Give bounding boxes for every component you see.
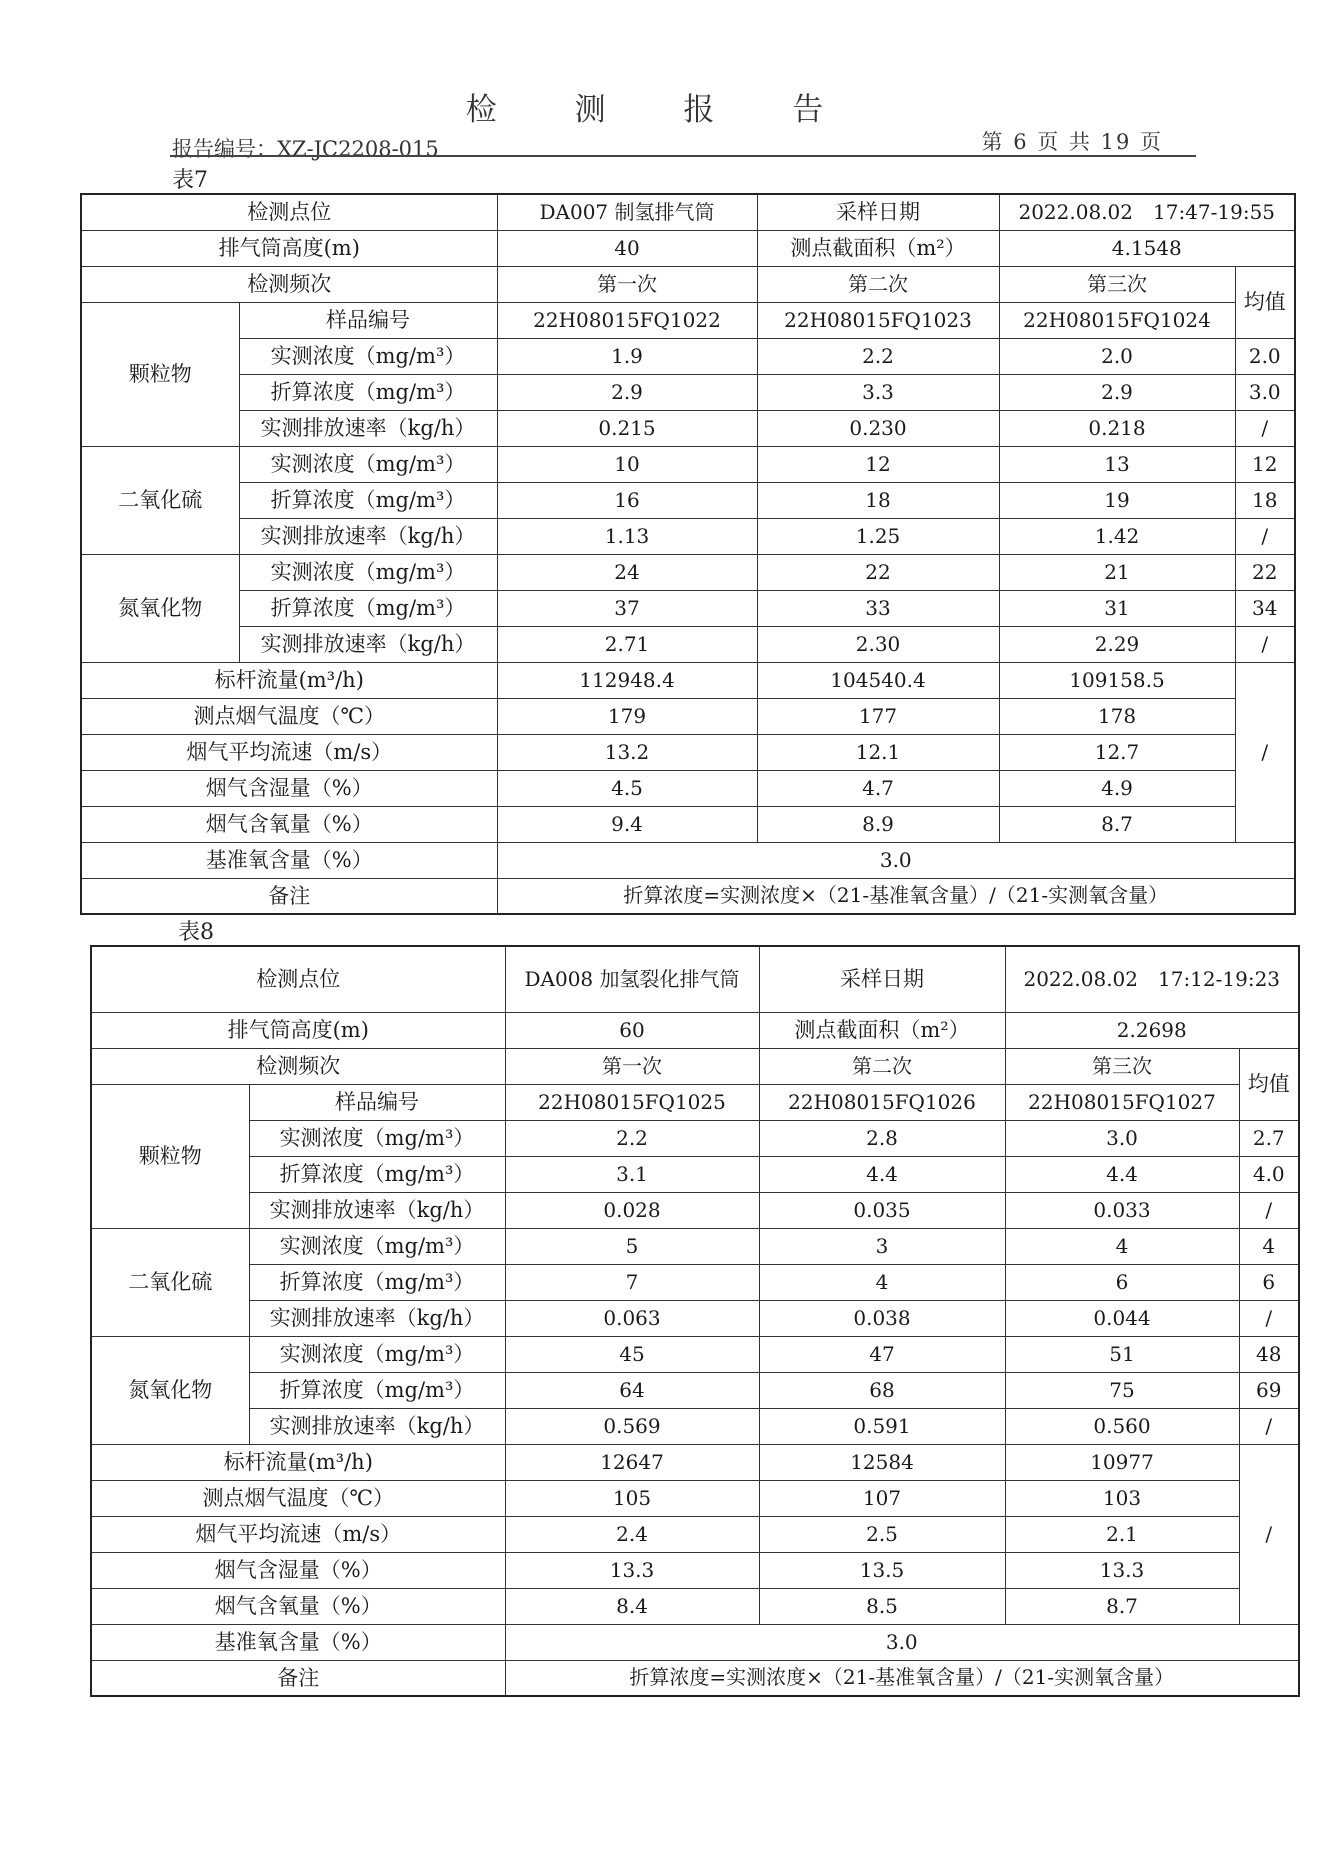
- data-cell: 6: [1239, 1264, 1299, 1300]
- param-label: 烟气平均流速（m/s）: [81, 734, 497, 770]
- data-cell: 4.9: [999, 770, 1235, 806]
- row-label: 折算浓度（mg/m³）: [239, 482, 497, 518]
- param-label: 标杆流量(m³/h): [81, 662, 497, 698]
- header-rule: [170, 155, 1196, 157]
- data-cell: 12: [757, 446, 999, 482]
- sample-date-label: 采样日期: [759, 946, 1005, 1012]
- data-cell: 64: [505, 1372, 759, 1408]
- pollutant-so2: 二氧化硫: [81, 446, 239, 554]
- param-label: 烟气含氧量（%）: [91, 1588, 505, 1624]
- data-cell: 24: [497, 554, 757, 590]
- data-cell: /: [1235, 410, 1295, 446]
- sample-no: 22H08015FQ1024: [999, 302, 1235, 338]
- row-label: 折算浓度（mg/m³）: [249, 1264, 505, 1300]
- report-number: 报告编号：XZ-JC2208-015: [172, 137, 439, 161]
- data-cell: 0.230: [757, 410, 999, 446]
- sample-no-label: 样品编号: [249, 1084, 505, 1120]
- data-cell: 0.033: [1005, 1192, 1239, 1228]
- frequency-second: 第二次: [759, 1048, 1005, 1084]
- data-cell: 33: [757, 590, 999, 626]
- data-cell: 2.2: [505, 1120, 759, 1156]
- data-cell: 9.4: [497, 806, 757, 842]
- data-cell: 2.0: [999, 338, 1235, 374]
- data-cell: 1.9: [497, 338, 757, 374]
- data-cell: 0.035: [759, 1192, 1005, 1228]
- param-label: 烟气平均流速（m/s）: [91, 1516, 505, 1552]
- report-title: 检 测 报 告: [465, 92, 858, 128]
- data-cell: 0.038: [759, 1300, 1005, 1336]
- sample-no: 22H08015FQ1027: [1005, 1084, 1239, 1120]
- table-label: 表8: [178, 920, 214, 945]
- row-label: 折算浓度（mg/m³）: [249, 1372, 505, 1408]
- row-label: 实测浓度（mg/m³）: [239, 446, 497, 482]
- data-cell: 51: [1005, 1336, 1239, 1372]
- frequency-third: 第三次: [1005, 1048, 1239, 1084]
- data-cell: 0.591: [759, 1408, 1005, 1444]
- data-cell: 3.1: [505, 1156, 759, 1192]
- data-cell: 10: [497, 446, 757, 482]
- row-label: 实测浓度（mg/m³）: [239, 338, 497, 374]
- data-cell: 13: [999, 446, 1235, 482]
- data-cell: 3.3: [757, 374, 999, 410]
- data-cell: 1.42: [999, 518, 1235, 554]
- data-cell: 8.5: [759, 1588, 1005, 1624]
- data-cell: 179: [497, 698, 757, 734]
- data-cell: 0.215: [497, 410, 757, 446]
- data-cell: 34: [1235, 590, 1295, 626]
- data-cell: 0.560: [1005, 1408, 1239, 1444]
- data-cell: 2.7: [1239, 1120, 1299, 1156]
- remark-label: 备注: [81, 878, 497, 914]
- data-cell: /: [1239, 1192, 1299, 1228]
- row-label: 实测排放速率（kg/h）: [239, 626, 497, 662]
- data-cell: 6: [1005, 1264, 1239, 1300]
- data-cell: 4: [1005, 1228, 1239, 1264]
- point-value: DA007 制氢排气筒: [497, 194, 757, 230]
- sample-no-label: 样品编号: [239, 302, 497, 338]
- data-cell: 48: [1239, 1336, 1299, 1372]
- average-label: 均值: [1235, 266, 1295, 338]
- data-cell: 22: [757, 554, 999, 590]
- data-cell: 2.29: [999, 626, 1235, 662]
- frequency-third: 第三次: [999, 266, 1235, 302]
- row-label: 实测浓度（mg/m³）: [249, 1336, 505, 1372]
- data-cell: 2.30: [757, 626, 999, 662]
- data-cell: 12: [1235, 446, 1295, 482]
- data-cell: 3.0: [1235, 374, 1295, 410]
- data-cell: 16: [497, 482, 757, 518]
- param-label: 烟气含氧量（%）: [81, 806, 497, 842]
- remark-value: 折算浓度=实测浓度×（21-基准氧含量）/（21-实测氧含量）: [497, 878, 1295, 914]
- sample-date-value: 2022.08.02 17:47-19:55: [999, 194, 1295, 230]
- frequency-label: 检测频次: [81, 266, 497, 302]
- frequency-label: 检测频次: [91, 1048, 505, 1084]
- ref-oxygen-label: 基准氧含量（%）: [91, 1624, 505, 1660]
- data-cell: 109158.5: [999, 662, 1235, 698]
- data-cell: 105: [505, 1480, 759, 1516]
- param-label: 标杆流量(m³/h): [91, 1444, 505, 1480]
- pollutant-nox: 氮氧化物: [81, 554, 239, 662]
- pollutant-pm: 颗粒物: [81, 302, 239, 446]
- data-cell: /: [1239, 1408, 1299, 1444]
- data-cell: 2.5: [759, 1516, 1005, 1552]
- data-cell: 12584: [759, 1444, 1005, 1480]
- data-cell: 4: [1239, 1228, 1299, 1264]
- data-cell: 4.7: [757, 770, 999, 806]
- data-cell: 19: [999, 482, 1235, 518]
- point-label: 检测点位: [91, 946, 505, 1012]
- data-cell: 12.1: [757, 734, 999, 770]
- param-label: 烟气含湿量（%）: [91, 1552, 505, 1588]
- data-cell: 177: [757, 698, 999, 734]
- data-cell: 12.7: [999, 734, 1235, 770]
- data-cell: 4: [759, 1264, 1005, 1300]
- row-label: 折算浓度（mg/m³）: [239, 590, 497, 626]
- data-cell: 13.3: [505, 1552, 759, 1588]
- data-cell: 1.25: [757, 518, 999, 554]
- data-cell: 75: [1005, 1372, 1239, 1408]
- data-cell: 4.4: [759, 1156, 1005, 1192]
- data-cell: 13.3: [1005, 1552, 1239, 1588]
- data-cell: 3.0: [1005, 1120, 1239, 1156]
- row-label: 实测浓度（mg/m³）: [249, 1120, 505, 1156]
- sample-date-label: 采样日期: [757, 194, 999, 230]
- data-cell: /: [1239, 1300, 1299, 1336]
- data-cell: 2.0: [1235, 338, 1295, 374]
- data-cell: 8.9: [757, 806, 999, 842]
- data-cell: 69: [1239, 1372, 1299, 1408]
- data-cell: 12647: [505, 1444, 759, 1480]
- section-area-label: 测点截面积（m²）: [759, 1012, 1005, 1048]
- data-cell: 4.0: [1239, 1156, 1299, 1192]
- data-cell: 0.028: [505, 1192, 759, 1228]
- data-cell: 7: [505, 1264, 759, 1300]
- section-area-value: 4.1548: [999, 230, 1295, 266]
- data-cell: 45: [505, 1336, 759, 1372]
- ref-oxygen-value: 3.0: [505, 1624, 1299, 1660]
- average-slash: /: [1235, 662, 1295, 842]
- data-cell: 112948.4: [497, 662, 757, 698]
- data-cell: 2.1: [1005, 1516, 1239, 1552]
- data-cell: 2.71: [497, 626, 757, 662]
- table-label: 表7: [172, 168, 208, 193]
- data-cell: 10977: [1005, 1444, 1239, 1480]
- sample-date-value: 2022.08.02 17:12-19:23: [1005, 946, 1299, 1012]
- param-label: 烟气含湿量（%）: [81, 770, 497, 806]
- stack-height-value: 60: [505, 1012, 759, 1048]
- data-cell: 37: [497, 590, 757, 626]
- data-cell: 2.9: [497, 374, 757, 410]
- data-cell: 21: [999, 554, 1235, 590]
- ref-oxygen-label: 基准氧含量（%）: [81, 842, 497, 878]
- data-cell: 5: [505, 1228, 759, 1264]
- stack-height-label: 排气筒高度(m): [81, 230, 497, 266]
- data-cell: 8.7: [1005, 1588, 1239, 1624]
- point-label: 检测点位: [81, 194, 497, 230]
- data-cell: 3: [759, 1228, 1005, 1264]
- point-value: DA008 加氢裂化排气筒: [505, 946, 759, 1012]
- emission-table-8: [90, 945, 1300, 1697]
- param-label: 测点烟气温度（℃）: [81, 698, 497, 734]
- frequency-first: 第一次: [497, 266, 757, 302]
- data-cell: 0.063: [505, 1300, 759, 1336]
- data-cell: 18: [1235, 482, 1295, 518]
- data-cell: 103: [1005, 1480, 1239, 1516]
- data-cell: 104540.4: [757, 662, 999, 698]
- emission-table-7: [80, 193, 1296, 915]
- remark-label: 备注: [91, 1660, 505, 1696]
- row-label: 实测排放速率（kg/h）: [239, 410, 497, 446]
- data-cell: 2.2: [757, 338, 999, 374]
- data-cell: /: [1235, 626, 1295, 662]
- data-cell: 18: [757, 482, 999, 518]
- pollutant-nox: 氮氧化物: [91, 1336, 249, 1444]
- average-slash: /: [1239, 1444, 1299, 1624]
- row-label: 实测排放速率（kg/h）: [239, 518, 497, 554]
- section-area-label: 测点截面积（m²）: [757, 230, 999, 266]
- remark-value: 折算浓度=实测浓度×（21-基准氧含量）/（21-实测氧含量）: [505, 1660, 1299, 1696]
- row-label: 折算浓度（mg/m³）: [239, 374, 497, 410]
- row-label: 折算浓度（mg/m³）: [249, 1156, 505, 1192]
- sample-no: 22H08015FQ1022: [497, 302, 757, 338]
- data-cell: 47: [759, 1336, 1005, 1372]
- stack-height-value: 40: [497, 230, 757, 266]
- data-cell: 0.044: [1005, 1300, 1239, 1336]
- data-cell: 13.5: [759, 1552, 1005, 1588]
- data-cell: 68: [759, 1372, 1005, 1408]
- sample-no: 22H08015FQ1026: [759, 1084, 1005, 1120]
- data-cell: 178: [999, 698, 1235, 734]
- data-cell: 8.4: [505, 1588, 759, 1624]
- frequency-second: 第二次: [757, 266, 999, 302]
- data-cell: 22: [1235, 554, 1295, 590]
- data-cell: 107: [759, 1480, 1005, 1516]
- data-cell: 1.13: [497, 518, 757, 554]
- row-label: 实测浓度（mg/m³）: [249, 1228, 505, 1264]
- page-number: 第 6 页 共 19 页: [981, 130, 1163, 154]
- data-cell: 31: [999, 590, 1235, 626]
- param-label: 测点烟气温度（℃）: [91, 1480, 505, 1516]
- data-cell: 2.9: [999, 374, 1235, 410]
- data-cell: 13.2: [497, 734, 757, 770]
- section-area-value: 2.2698: [1005, 1012, 1299, 1048]
- row-label: 实测排放速率（kg/h）: [249, 1300, 505, 1336]
- data-cell: 0.218: [999, 410, 1235, 446]
- data-cell: 2.8: [759, 1120, 1005, 1156]
- pollutant-so2: 二氧化硫: [91, 1228, 249, 1336]
- ref-oxygen-value: 3.0: [497, 842, 1295, 878]
- data-cell: /: [1235, 518, 1295, 554]
- stack-height-label: 排气筒高度(m): [91, 1012, 505, 1048]
- average-label: 均值: [1239, 1048, 1299, 1120]
- data-cell: 8.7: [999, 806, 1235, 842]
- data-cell: 4.5: [497, 770, 757, 806]
- row-label: 实测排放速率（kg/h）: [249, 1408, 505, 1444]
- frequency-first: 第一次: [505, 1048, 759, 1084]
- sample-no: 22H08015FQ1023: [757, 302, 999, 338]
- data-cell: 2.4: [505, 1516, 759, 1552]
- row-label: 实测浓度（mg/m³）: [239, 554, 497, 590]
- data-cell: 0.569: [505, 1408, 759, 1444]
- sample-no: 22H08015FQ1025: [505, 1084, 759, 1120]
- data-cell: 4.4: [1005, 1156, 1239, 1192]
- row-label: 实测排放速率（kg/h）: [249, 1192, 505, 1228]
- pollutant-pm: 颗粒物: [91, 1084, 249, 1228]
